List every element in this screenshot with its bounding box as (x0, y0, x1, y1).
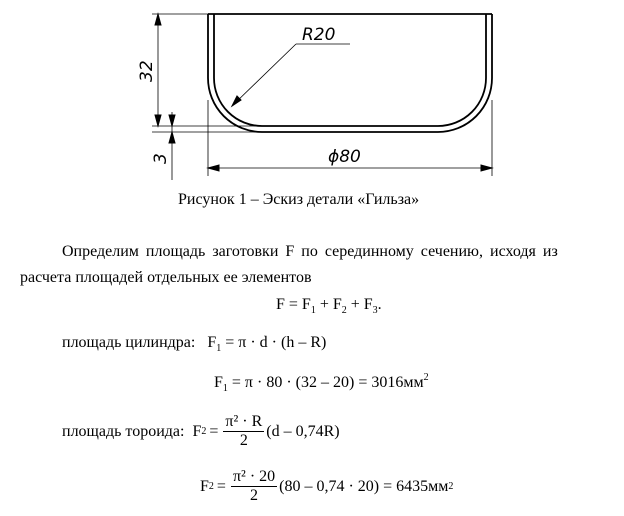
toroid-calculation: F 2 = $\frac{\text{π² · 20}}{2}$ (80 – 0,74 · 20) = 6435мм 2 (200, 468, 454, 504)
figure-caption: Рисунок 1 – Эскиз детали «Гильза» (178, 191, 420, 208)
thickness-label: 3 (151, 153, 171, 164)
paragraph-line-1: Определим площадь заготовки F по серединному сечению, исходя из (62, 243, 558, 260)
radius-label: R20 (302, 25, 336, 45)
cylinder-formula: площадь цилиндра: $F_1 = \pi \cdot d \cdot (h - R)$ (62, 334, 327, 354)
cylinder-label: площадь цилиндра: (62, 334, 196, 351)
part-sketch (0, 0, 624, 185)
sum-formula: $F = F_1 + F_2 + F_3$. (276, 296, 382, 316)
cylinder-calculation: $F_1 = \pi \cdot 80 \cdot (32 - 20) = 3016мм^2$ (214, 372, 429, 394)
toroid-formula: площадь тороида: F 2 = $\frac{\text{π² · R}}{2}$ (d – 0,74R) (62, 413, 340, 449)
radius-leader-line (232, 44, 296, 106)
toroid-label: площадь тороида: (62, 422, 185, 440)
height-label: 32 (137, 60, 157, 82)
sleeve-outer-contour (208, 14, 492, 132)
diameter-label: ϕ80 (328, 147, 361, 167)
sleeve-inner-contour (214, 14, 486, 126)
paragraph-line-2: расчета площадей отдельных ее элементов (20, 269, 312, 286)
